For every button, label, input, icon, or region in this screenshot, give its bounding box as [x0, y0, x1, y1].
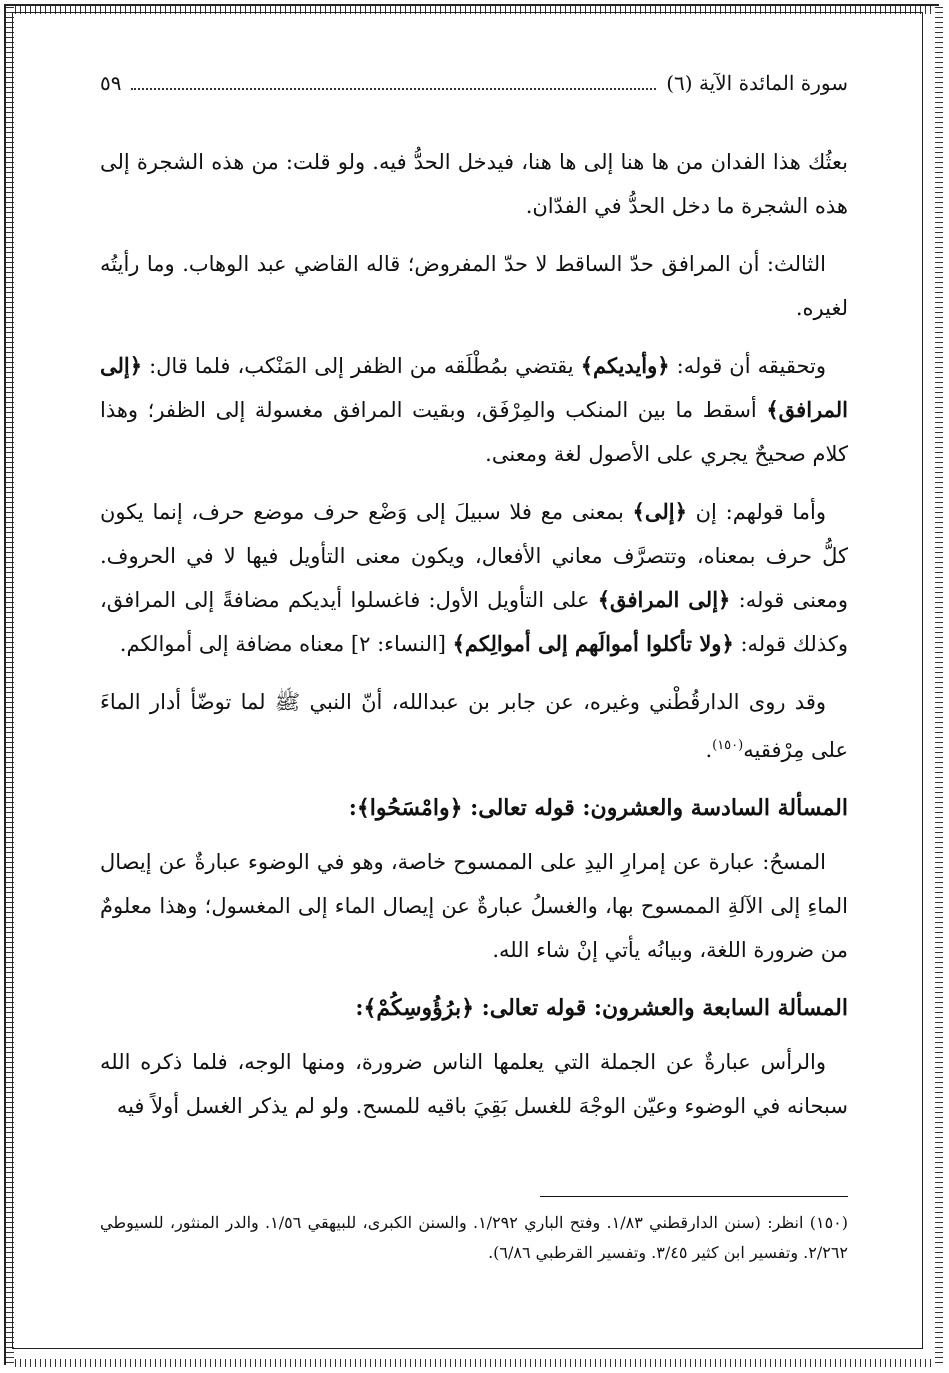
paragraph-1: بعثُك هذا الفدان من ها هنا إلى ها هنا، فيدخل الحدُّ فيه. ولو قلت: من هذه الشجرة إلى هذه الشجرة ما دخل الحدُّ في الفدّان.: [100, 150, 848, 218]
footnotes: [100, 1208, 848, 1268]
paragraph-4-text-b: بمعنى مع فلا سبيلَ إلى وَضْع حرف موضع حرف، إنما يكون كلُّ حرف بمعناه، وتتصرَّف معاني الأفعال، ويكون معنى التأويل فيها لا في الحروف. ومعنى قوله:: [100, 500, 848, 612]
section-heading-27: [100, 986, 848, 1030]
quran-quote: ﴿إلى﴾: [632, 499, 687, 524]
paragraph-2: الثالث: أن المرافق حدّ الساقط لا حدّ المفروض؛ قاله القاضي عبد الوهاب. وما رأيتُه لغيره.: [100, 252, 848, 320]
header-title: سورة المائدة الآية (٦): [666, 71, 848, 95]
heading-27-colon: :: [355, 995, 364, 1021]
quran-quote: ﴿برُؤُوسِكُمْ﴾: [363, 995, 474, 1021]
border-pattern-right: [935, 6, 943, 1367]
quran-quote: ﴿إلى المرافق﴾: [597, 587, 731, 612]
heading-26-text: المسألة السادسة والعشرون: قوله تعالى:: [462, 795, 848, 821]
body-text: [100, 140, 848, 1142]
footnote-150: (١٥٠) انظر: (سنن الدارقطني ١/٨٣. وفتح الباري ١/٢٩٢. والسنن الكبرى، للبيهقي ١/٥٦. والدر المنثور، للسيوطي ٢/٢٦٢. وتفسير ابن كثير ٣/٤٥. وتفسير القرطبي ٦/٨٦).: [100, 1213, 849, 1262]
paragraph-3-text-a: وتحقيقه أن قوله:: [669, 354, 826, 378]
paragraph-4-text-c: على التأويل الأول: فاغسلوا أيديكم مضافةً إلى المرافق، وكذلك قوله:: [100, 588, 848, 656]
paragraph-5-text-b: .: [705, 738, 713, 762]
quran-quote: ﴿ولا تأكلوا أموالَهم إلى أموالِكم﴾: [452, 631, 734, 656]
paragraph-7: والرأس عبارةٌ عن الجملة التي يعلمها الناس ضرورة، ومنها الوجه، فلما ذكره الله سبحانه في الوضوء وعيّن الوجْهَ للغسل بَقِيَ باقيه للمسح. ولو لم يذكر الغسل أولاً فيه: [100, 1050, 848, 1118]
paragraph-4: [100, 490, 848, 666]
heading-27-text: المسألة السابعة والعشرون: قوله تعالى:: [473, 995, 848, 1021]
quran-quote: ﴿وامْسَحُوا﴾: [356, 795, 463, 821]
page-number: ٥٩: [100, 71, 122, 95]
footnote-reference[interactable]: (١٥٠): [712, 738, 744, 753]
header-dot-leader: [131, 76, 656, 90]
page-content: [100, 60, 848, 1320]
paragraph-4-text-d: [النساء: ٢] معناه مضافة إلى أموالكم.: [119, 632, 453, 656]
paragraph-3-text-c: أسقط ما بين المنكب والمِرْفَق، وبقيت المرافق مغسولة إلى الظفر؛ وهذا كلام صحيحٌ يجري على الأصول لغة ومعنى.: [100, 398, 848, 466]
quran-quote: ﴿وأيديكم﴾: [580, 353, 670, 378]
paragraph-3-text-b: يقتضي بمُطْلَقه من الظفر إلى المَنْكب، فلما قال:: [142, 354, 581, 378]
border-pattern-bottom: [6, 1359, 943, 1367]
paragraph-4-text-a: وأما قولهم: إن: [686, 500, 826, 524]
quran-quote: ﴿إلى المرافق﴾: [100, 353, 848, 422]
paragraph-5: [100, 680, 848, 772]
footnote-separator: [540, 1196, 848, 1197]
paragraph-3: [100, 344, 848, 476]
running-header: [100, 68, 848, 98]
heading-26-colon: :: [348, 795, 357, 821]
section-heading-26: [100, 786, 848, 830]
paragraph-5-text-a: وقد روى الدارقُطْني وغيره، عن جابر بن عبدالله، أنّ النبي ﷺ لما توضّأ أدار الماءَ على مِرْفقيه: [100, 690, 848, 762]
paragraph-6: المسحُ: عبارة عن إمرارِ اليدِ على الممسوح خاصة، وهو في الوضوء عبارةٌ عن إيصال الماءِ إلى الآلةِ الممسوح بها، والغسلُ عبارةٌ عن إيصال الماء إلى المغسول؛ وهذا معلومٌ من ضرورة اللغة، وبيانُه يأتي إنْ شاء الله.: [100, 850, 848, 962]
